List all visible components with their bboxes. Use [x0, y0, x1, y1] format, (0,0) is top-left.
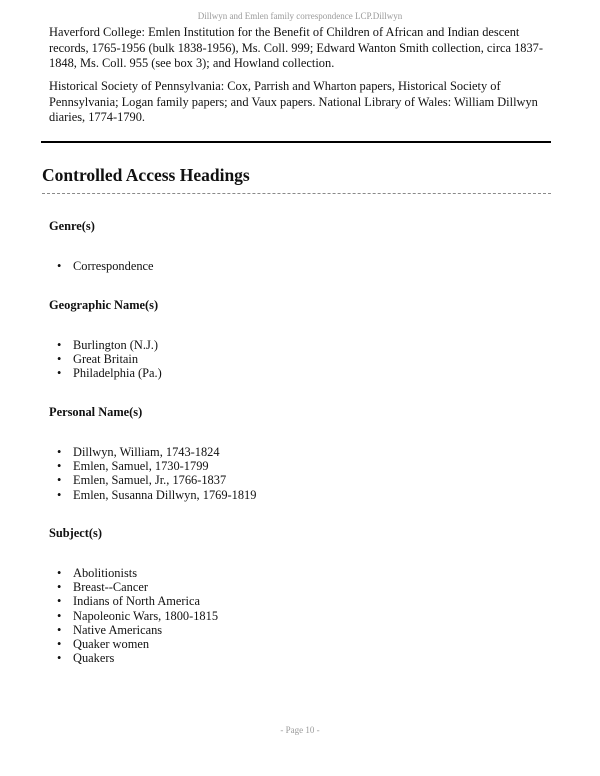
list-item: • Emlen, Susanna Dillwyn, 1769-1819	[49, 488, 256, 502]
related-materials-paragraph: Haverford College: Emlen Institution for the Benefit of Children of African and Indian descent records, 1765-1956 (bulk 1838-1956), Ms. Coll. 999; Edward Wanton Smith collection, circa 1837-1848, Ms. Coll. 955 (see box 3); and Howland collection.	[49, 25, 543, 70]
list-item: • Indians of North America	[49, 594, 218, 608]
list-item: • Philadelphia (Pa.)	[49, 366, 162, 380]
list-item: • Breast--Cancer	[49, 580, 218, 594]
running-header: Dillwyn and Emlen family correspondence LCP.Dillwyn	[197, 11, 403, 21]
genre-list	[49, 259, 154, 273]
list-item: • Emlen, Samuel, 1730-1799	[49, 459, 256, 473]
list-item: • Napoleonic Wars, 1800-1815	[49, 609, 218, 623]
subjects-list	[49, 566, 218, 665]
geographic-names-heading: Geographic Name(s)	[49, 298, 159, 312]
personal-names-heading: Personal Name(s)	[49, 405, 143, 419]
dashed-divider	[42, 193, 551, 194]
list-item: • Quakers	[49, 651, 218, 665]
subjects-heading: Subject(s)	[49, 526, 102, 540]
related-materials-paragraph: Historical Society of Pennsylvania: Cox, Parrish and Wharton papers, Historical Society of Pennsylvania; Logan family papers; and Vaux papers. National Library of Wales: William Dillwyn diaries, 1774-1790.	[49, 79, 538, 124]
section-divider	[41, 141, 551, 143]
list-item: • Great Britain	[49, 352, 162, 366]
list-item: • Quaker women	[49, 637, 218, 651]
list-item: • Abolitionists	[49, 566, 218, 580]
list-item: • Dillwyn, William, 1743-1824	[49, 445, 256, 459]
list-item: • Correspondence	[49, 259, 154, 273]
list-item: • Emlen, Samuel, Jr., 1766-1837	[49, 473, 256, 487]
section-title: Controlled Access Headings	[42, 165, 250, 185]
genre-heading: Genre(s)	[49, 219, 95, 233]
list-item: • Burlington (N.J.)	[49, 338, 162, 352]
list-item: • Native Americans	[49, 623, 218, 637]
page-number: - Page 10 -	[280, 725, 320, 735]
geographic-names-list	[49, 338, 162, 381]
personal-names-list	[49, 445, 256, 502]
